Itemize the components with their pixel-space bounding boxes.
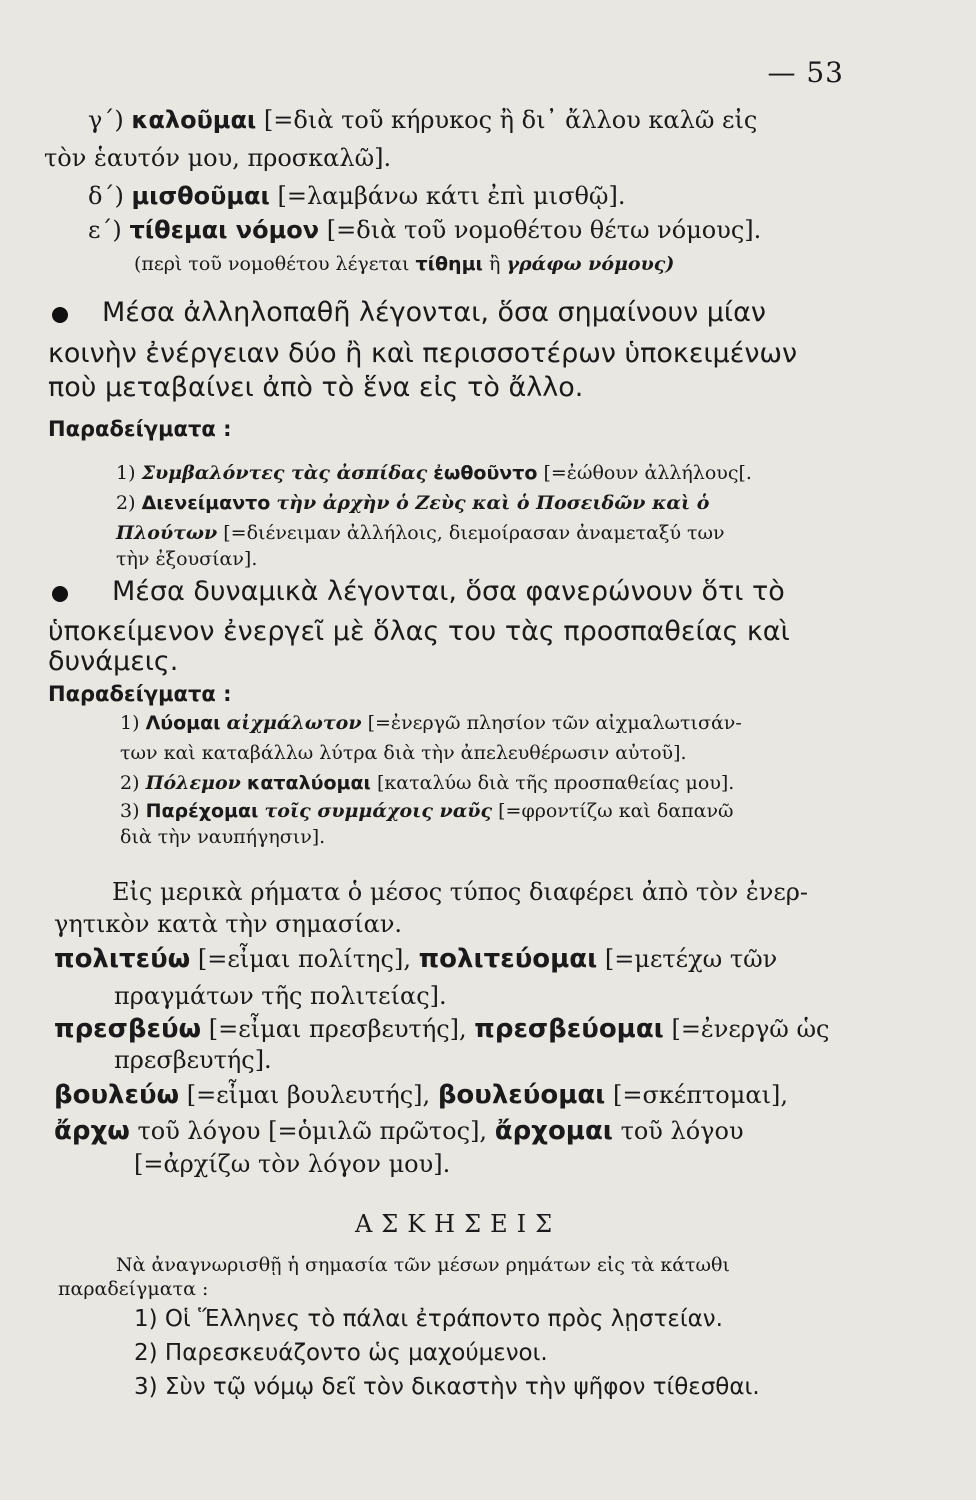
- exercise-item-2: 2) Παρεσκευάζοντο ὡς μαχούμενοι.: [134, 1340, 548, 1366]
- examples-heading: Παραδείγματα :: [48, 682, 232, 706]
- meaning-line-1: Εἰς μερικὰ ρήματα ὁ μέσος τύπος διαφέρει ἀπὸ τὸν ἐνερ-: [112, 878, 808, 906]
- allelopathe-line-2: κοινὴν ἐνέργειαν δύο ἢ καὶ περισσοτέρων ὑποκειμένων: [48, 338, 798, 369]
- example-1: 1) Λύομαι αἰχμάλωτον [=ἐνεργῶ πλησίον τῶν αἰχμαλωτισάν-: [120, 712, 742, 734]
- definition-e: ε΄) τίθεμαι νόμον [=διὰ τοῦ νομοθέτου θέτω νόμους].: [88, 216, 762, 244]
- page-number: — 53: [767, 56, 844, 89]
- example-3: 3) Παρέχομαι τοῖς συμμάχοις ναῦς [=φροντίζω καὶ δαπανῶ: [120, 800, 734, 822]
- exercise-item-3: 3) Σὺν τῷ νόμῳ δεῖ τὸν δικαστὴν τὴν ψῆφον τίθεσθαι.: [134, 1374, 760, 1400]
- example-2-end: τὴν ἐξουσίαν].: [116, 548, 258, 570]
- exercise-item-1: 1) Οἱ Ἕλληνες τὸ πάλαι ἐτράποντο πρὸς λῃστείαν.: [134, 1306, 723, 1332]
- exercises-intro: Νὰ ἀναγνωρισθῇ ἡ σημασία τῶν μέσων ρημάτων εἰς τὰ κάτωθι: [116, 1254, 730, 1276]
- pair-bouleuo: βουλεύω [=εἶμαι βουλευτής], βουλεύομαι [=σκέπτομαι],: [54, 1080, 788, 1110]
- verb-kaloumai: καλοῦμαι: [131, 106, 257, 134]
- example-2: 2) Διενείμαντο τὴν ἀρχὴν ὁ Ζεὺς καὶ ὁ Ποσειδῶν καὶ ὁ: [116, 492, 710, 514]
- bullet-icon: [52, 586, 68, 602]
- dynamika-line-3: δυνάμεις.: [48, 646, 179, 677]
- verb-misthoumai: μισθοῦμαι: [131, 182, 270, 210]
- verb-tithemai: τίθεμαι νόμον: [129, 216, 320, 244]
- pair-politeuo-cont: πραγμάτων τῆς πολιτείας].: [114, 982, 447, 1010]
- examples-heading: Παραδείγματα :: [48, 417, 232, 441]
- pair-presbeuo-cont: πρεσβευτής].: [114, 1046, 272, 1074]
- bullet-icon: [52, 307, 68, 323]
- exercises-intro-cont: παραδείγματα :: [58, 1278, 209, 1300]
- example-3-cont: διὰ τὴν ναυπήγησιν].: [120, 826, 326, 848]
- definition-note: (περὶ τοῦ νομοθέτου λέγεται τίθημι ἢ γράφω νόμους): [134, 253, 675, 275]
- example-1: 1) Συμβαλόντες τὰς ἀσπίδας ἐωθοῦντο [=ἐώθουν ἀλλήλους[.: [116, 462, 752, 484]
- allelopathe-line-3: ποὺ μεταβαίνει ἀπὸ τὸ ἕνα εἰς τὸ ἄλλο.: [48, 372, 584, 403]
- pair-politeuo: πολιτεύω [=εἶμαι πολίτης], πολιτεύομαι [=μετέχω τῶν: [54, 944, 778, 974]
- definition-g: γ΄) καλοῦμαι [=διὰ τοῦ κήρυκος ἢ δι᾽ ἄλλου καλῶ εἰς: [88, 106, 758, 134]
- pair-presbeuo: πρεσβεύω [=εἶμαι πρεσβευτής], πρεσβεύομαι [=ἐνεργῶ ὡς: [54, 1014, 830, 1044]
- exercises-title: ΑΣΚΗΣΕΙΣ: [354, 1210, 562, 1238]
- example-2: 2) Πόλεμον καταλύομαι [καταλύω διὰ τῆς προσπαθείας μου].: [120, 772, 735, 794]
- example-2-cont: Πλούτων [=διένειμαν ἀλλήλοις, διεμοίρασαν ἀναμεταξύ των: [116, 522, 725, 544]
- dynamika-line-1: Μέσα δυναμικὰ λέγονται, ὅσα φανερώνουν ὅτι τὸ: [112, 576, 785, 607]
- allelopathe-line-1: Μέσα ἀλληλοπαθῆ λέγονται, ὅσα σημαίνουν μίαν: [102, 297, 766, 328]
- meaning-line-2: γητικὸν κατὰ τὴν σημασίαν.: [54, 910, 403, 938]
- example-1-cont: των καὶ καταβάλλω λύτρα διὰ τὴν ἀπελευθέρωσιν αὐτοῦ].: [120, 742, 687, 764]
- definition-g-cont: τὸν ἑαυτόν μου, προσκαλῶ].: [44, 144, 392, 172]
- definition-d: δ΄) μισθοῦμαι [=λαμβάνω κάτι ἐπὶ μισθῷ].: [88, 182, 626, 210]
- pair-archo-cont: [=ἀρχίζω τὸν λόγον μου].: [134, 1150, 451, 1178]
- pair-archo: ἄρχω τοῦ λόγου [=ὁμιλῶ πρῶτος], ἄρχομαι τοῦ λόγου: [54, 1116, 744, 1146]
- dynamika-line-2: ὑποκείμενον ἐνεργεῖ μὲ ὅλας του τὰς προσπαθείας καὶ: [48, 616, 790, 647]
